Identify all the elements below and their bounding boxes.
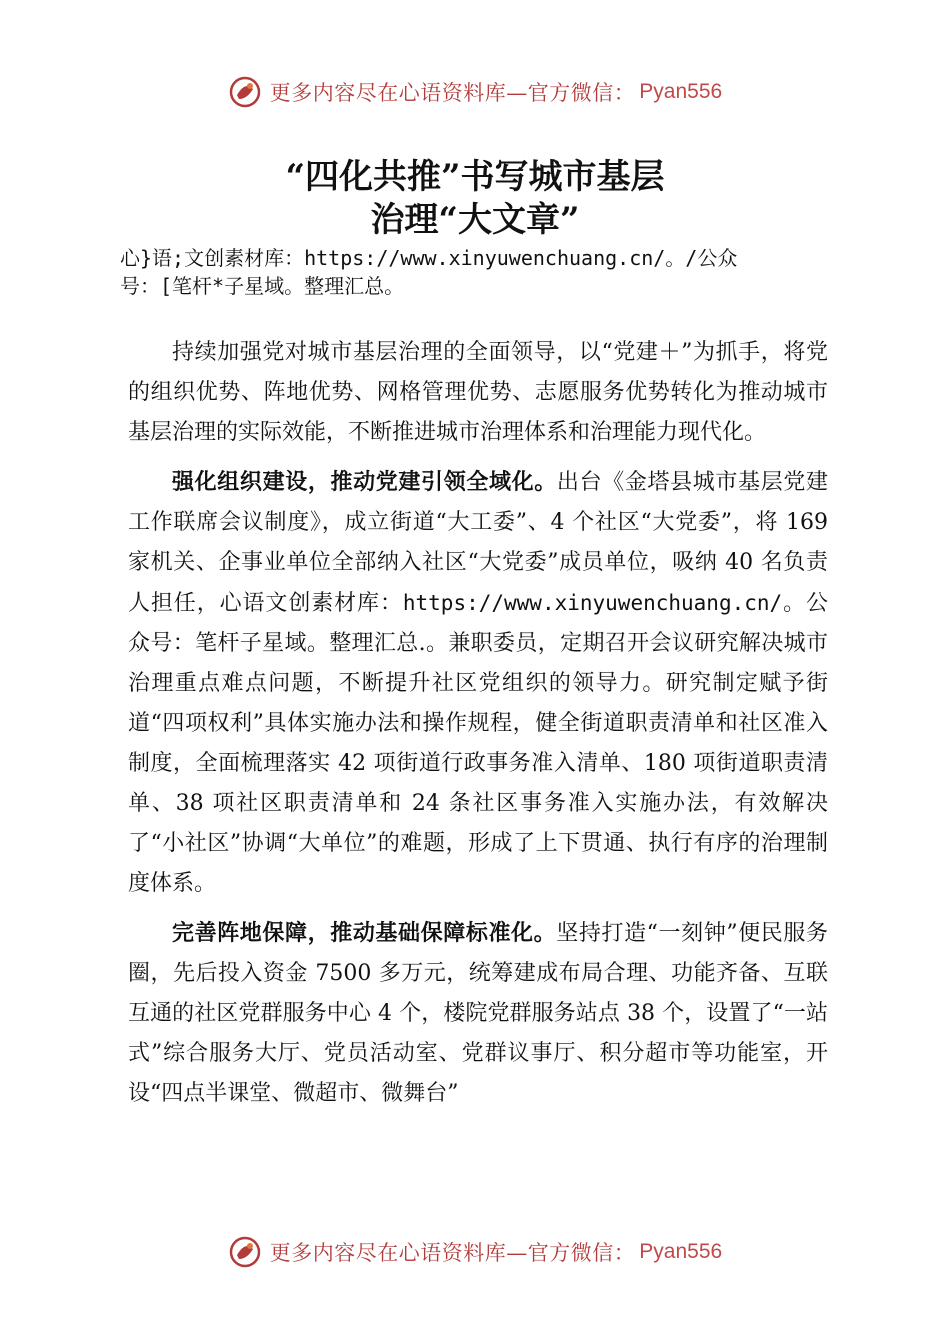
header-watermark (0, 70, 950, 114)
source-line1: 心}语;文创素材库：https://www.xinyuwenchuang.cn/。/公众 (120, 246, 738, 270)
seal-logo-icon (228, 75, 262, 109)
watermark-text: 更多内容尽在心语资料库—官方微信： (269, 81, 636, 105)
paragraph-lead: 强化组织建设，推动党建引领全域化。 (172, 470, 557, 495)
footer-watermark (0, 1230, 950, 1274)
watermark-text: 更多内容尽在心语资料库—官方微信： (269, 1241, 636, 1265)
source-note (120, 244, 840, 300)
source-line2: 号：[笔杆*子星域。整理汇总。 (120, 274, 405, 298)
paragraph-text: 坚持打造“一刻钟”便民服务圈，先后投入资金 7500 多万元，统筹建成布局合理、功能齐备、互联互通的社区党群服务中心 4 个，楼院党群服务站点 38 个，设置了“一站式”综合服务大厅、党员活动室、党群议事厅、积分超市等功能室，开设“四点半课堂、微超市、微舞台” (128, 921, 828, 1106)
source-url: https://www.xinyuwenchuang.cn/ (402, 591, 783, 615)
watermark-id: Pyan556 (639, 1240, 723, 1263)
doc-title-line2: 治理“大文章” (370, 200, 580, 240)
paragraph-organization (128, 463, 828, 904)
paragraph-lead: 完善阵地保障，推动基础保障标准化。 (172, 921, 557, 946)
seal-logo-icon (228, 1235, 262, 1269)
doc-title-line1: “四化共推”书写城市基层 (285, 157, 665, 197)
paragraph-facilities (128, 914, 828, 1114)
watermark-id: Pyan556 (639, 80, 723, 103)
paragraph-text: 出台《金塔县城市基层党建工作联席会议制度》，成立街道“大工委”、4 个社区“大党委”，将 169 家机关、企事业单位全部纳入社区“大党委”成员单位，吸纳 40 名负责人担任，心语文创素材库： (128, 470, 828, 616)
paragraph-text: 。公众号：笔杆子星域。整理汇总.。兼职委员，定期召开会议研究解决城市治理重点难点问题，不断提升社区党组织的领导力。研究制定赋予街道“四项权利”具体实施办法和操作规程，健全街道职责清单和社区准入制度，全面梳理落实 42 项街道行政事务准入清单、180 项街道职责清单、38 项社区职责清单和 24 条社区事务准入实施办法，有效解决了“小社区”协调“大单位”的难题，形成了上下贯通、执行有序的治理制度体系。 (128, 591, 828, 896)
paragraph-intro: 持续加强党对城市基层治理的全面领导，以“党建＋”为抓手，将党的组织优势、阵地优势、网格管理优势、志愿服务优势转化为推动城市基层治理的实际效能，不断推进城市治理体系和治理能力现代化。 (128, 340, 828, 445)
document-body (128, 333, 828, 1124)
